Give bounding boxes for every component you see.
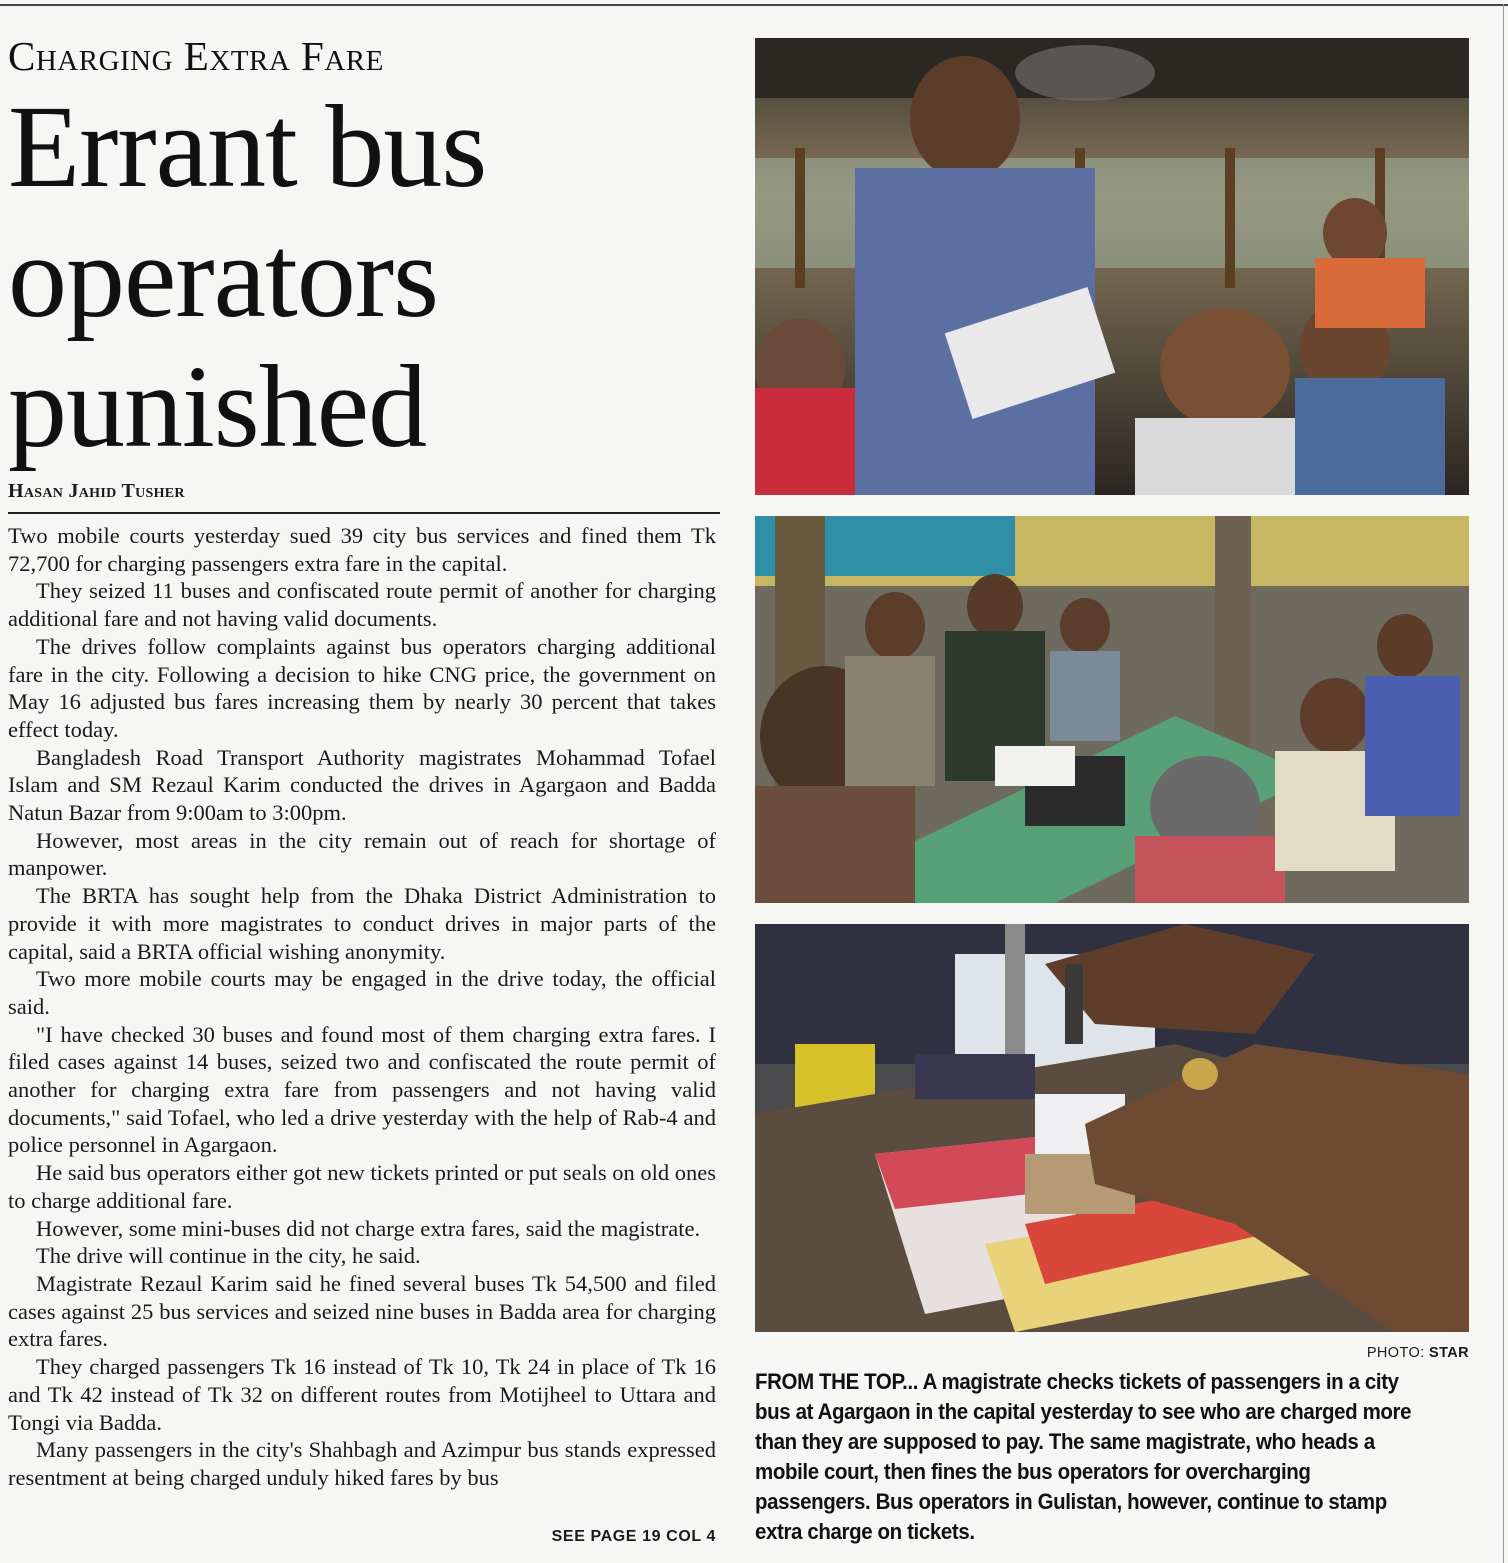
paragraph: "I have checked 30 buses and found most of them charging extra fares. I filed cases against 14 buses, seized two and confiscated the route permit of another for charging extra fare from passengers and not having valid documents," said Tofael, who led a drive yesterday with the help of Rab-4 and police personnel in Agargaon. xyxy=(8,1021,716,1158)
page-edge xyxy=(1503,4,1504,1563)
bus-interior-photo xyxy=(755,38,1469,495)
paragraph: The drive will continue in the city, he said. xyxy=(36,1243,421,1269)
byline: Hasan Jahid Tusher xyxy=(8,480,185,502)
headline-line-2: operators xyxy=(8,211,439,342)
byline-rule xyxy=(8,512,720,514)
paragraph: However, most areas in the city remain out of reach for shortage of manpower. xyxy=(8,827,716,881)
mobile-court-photo xyxy=(755,516,1469,903)
paragraph: Two more mobile courts may be engaged in the drive today, the official said. xyxy=(8,966,716,1019)
photo-caption: FROM THE TOP... A magistrate checks tickets of passengers in a city bus at Agargaon in the capital yesterday to see who are charged more than they are supposed to pay. The same magistrate, who heads a mobile court, then fines the bus operators for overcharging passengers. Bus operators in Gulistan, however, continue to stamp extra charge on tickets. xyxy=(755,1369,1412,1544)
paragraph: However, some mini-buses did not charge extra fares, said the magistrate. xyxy=(36,1215,701,1241)
paragraph: Two mobile courts yesterday sued 39 city bus services and fined them Tk 72,700 for charging passengers extra fare in the capital. xyxy=(8,523,716,576)
paragraph: They seized 11 buses and confiscated route permit of another for charging additional fare and not having valid documents. xyxy=(8,578,716,632)
article-column xyxy=(8,30,720,1545)
article-body xyxy=(8,522,716,1492)
paragraph: The BRTA has sought help from the Dhaka District Administration to provide it with more magistrates to conduct drives in major parts of the capital, said a BRTA official wishing anonymity. xyxy=(8,883,716,964)
headline xyxy=(8,82,720,472)
kicker: Charging Extra Fare xyxy=(8,33,384,79)
headline-line-1: Errant bus xyxy=(8,81,487,212)
paragraph: They charged passengers Tk 16 instead of Tk 10, Tk 24 in place of Tk 16 and Tk 42 instead of Tk 32 on different routes from Motijheel to Uttara and Tongi via Badda. xyxy=(8,1354,716,1435)
photo-credit xyxy=(755,1345,1469,1361)
paragraph: Bangladesh Road Transport Authority magistrates Mohammad Tofael Islam and SM Rezaul Karim conducted the drives in Agargaon and Badda Natun Bazar from 9:00am to 3:00pm. xyxy=(8,744,716,826)
paragraph: Many passengers in the city's Shahbagh and Azimpur bus stands expressed resentment at being charged unduly hiked fares by bus xyxy=(8,1437,716,1490)
photo-credit-source: STAR xyxy=(1429,1345,1469,1361)
ticket-stamping-photo xyxy=(755,924,1469,1332)
photo-credit-label: PHOTO: xyxy=(1366,1345,1425,1361)
top-rule xyxy=(0,4,1508,6)
continuation-jump: SEE PAGE 19 COL 4 xyxy=(551,1528,716,1545)
paragraph: The drives follow complaints against bus operators charging additional fare in the city. Following a decision to hike CNG price, the government on May 16 adjusted bus fares increasing them by nearly 30 percent that takes effect today. xyxy=(8,633,716,742)
paragraph: He said bus operators either got new tickets printed or put seals on old ones to charge additional fare. xyxy=(8,1160,716,1213)
headline-line-3: punished xyxy=(8,341,427,472)
paragraph: Magistrate Rezaul Karim said he fined several buses Tk 54,500 and filed cases against 25 bus services and seized nine buses in Badda area for charging extra fares. xyxy=(8,1270,716,1352)
